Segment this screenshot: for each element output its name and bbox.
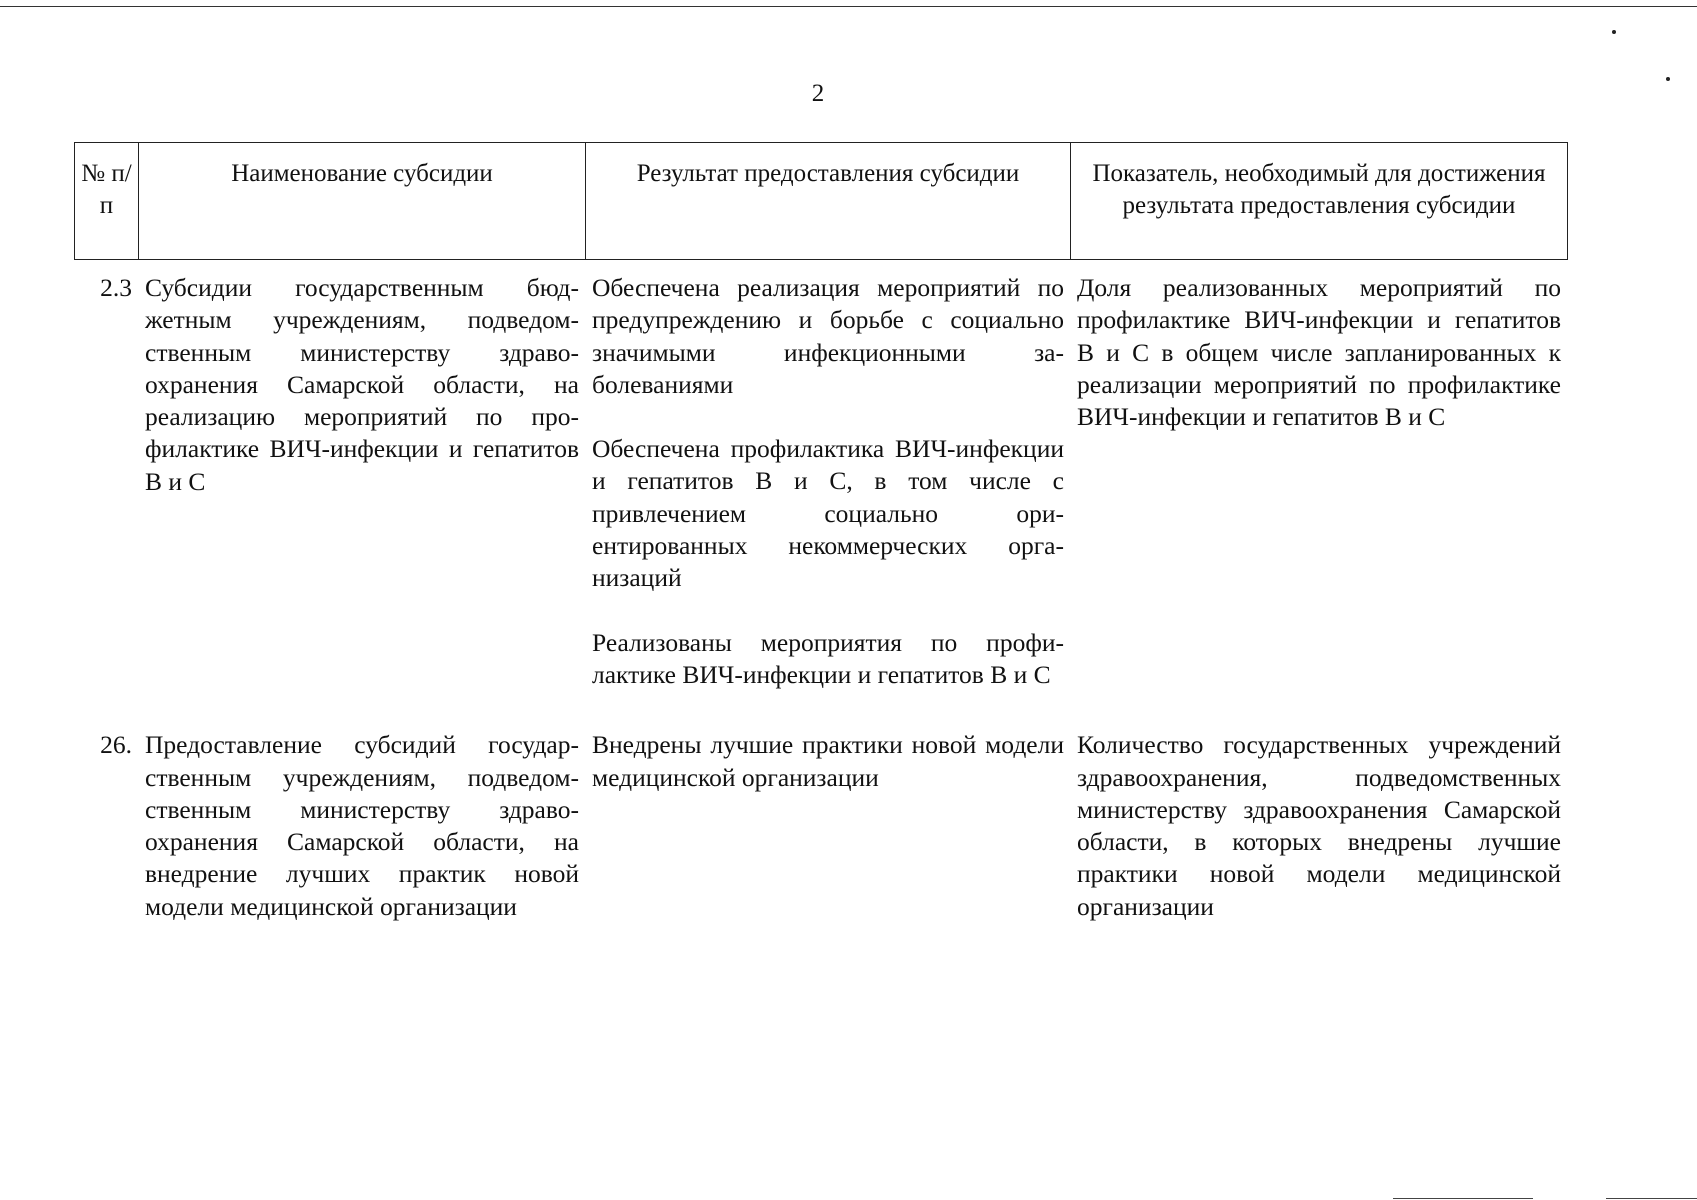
result-item: Внедрены лучшие практики новой модели медицинской организации [592,730,1064,792]
header-subsidy-name: Наименование субсидии [139,143,586,260]
page-number: 2 [811,80,825,107]
subsidy-name: Предоставление субсидий государственным учреждениям, подведомственным министерству здравоохранения Самарской области, на внедрение лучших практик новой модели медицинской организации [145,730,579,921]
header-number: № п/п [75,143,139,260]
header-subsidy-result: Результат предоставления субсидии [586,143,1071,260]
subsidy-indicator: Доля реализованных мероприятий по профилактике ВИЧ-инфекции и гепатитов В и С в общем числе запланированных к реализации мероприятий по профилактике ВИЧ-инфекции и гепатитов В и С [1077,273,1561,432]
subsidy-results [585,729,1070,923]
subsidy-table [74,272,1567,923]
scan-speck [1612,30,1616,34]
row-number: 2.3 [100,273,132,302]
result-item: Реализованы мероприятия по профилактике ВИЧ-инфекции и гепатитов В и С [592,627,1064,689]
subsidy-name: Субсидии государственным бюджетным учреждениям, подведомственным министерству здравоохранения Самарской области, на реализацию мероприятий по профилактике ВИЧ-инфекции и гепатитов В и С [145,273,579,496]
result-item: Обеспечена профилактика ВИЧ-инфекции и гепатитов В и С, в том числе с привлечением социально ориентированных некоммерческих организаций [592,434,1064,593]
table-row [74,272,1567,729]
header-indicator: Показатель, необходимый для достижения результата предоставления субсидии [1071,143,1568,260]
subsidy-indicator: Количество государственных учреждений здравоохранения, подведомственных министерству здравоохранения Самарской области, в которых внедрены лучшие практики новой модели медицинской организации [1077,730,1561,921]
scan-speck [1666,77,1670,81]
result-item: Обеспечена реализация мероприятий по предупреждению и борьбе с социально значимыми инфекционными заболеваниями [592,273,1064,399]
bottom-scan-line [1393,1198,1533,1199]
bottom-scan-line [1606,1198,1697,1199]
subsidy-results [585,272,1070,729]
table-header [74,142,1568,260]
table-row [74,729,1567,923]
top-border-line [0,6,1697,7]
row-number: 26. [100,730,132,760]
